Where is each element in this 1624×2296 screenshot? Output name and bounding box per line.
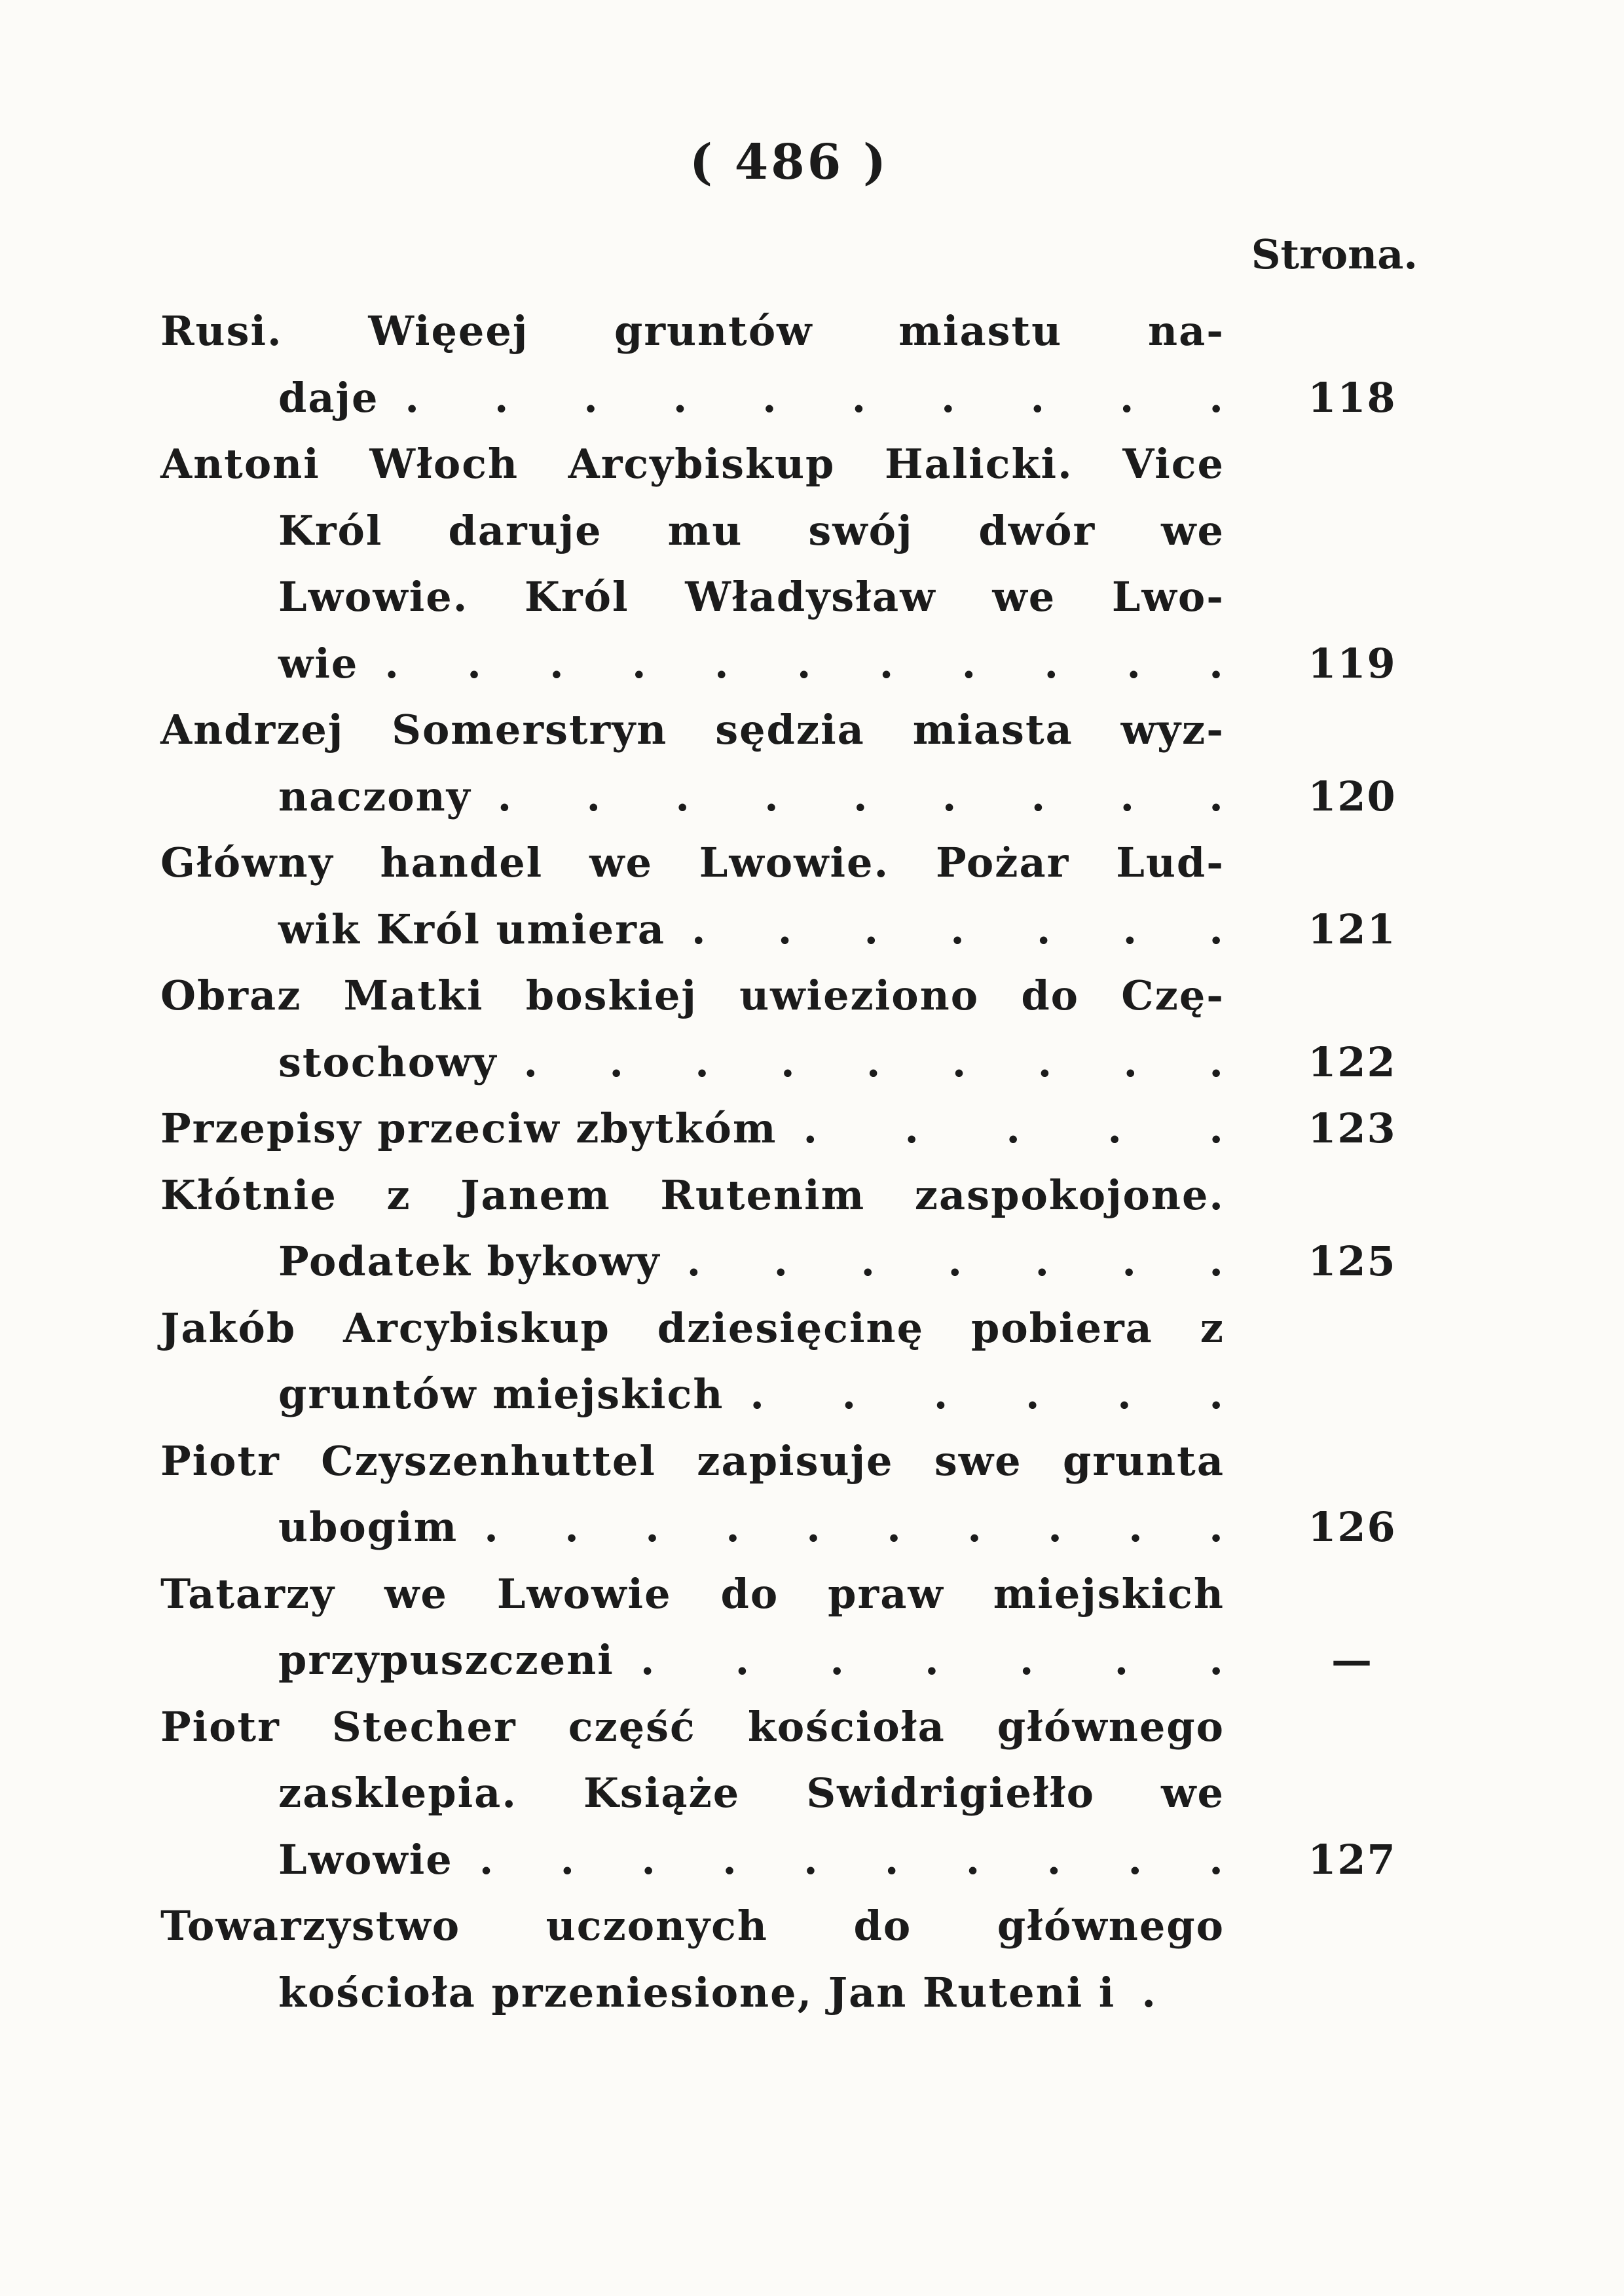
leader-dots: . . . . . .: [750, 1370, 1225, 1418]
leader-dots: . . . . . . . . .: [497, 773, 1225, 820]
entry-line: [278, 763, 1225, 830]
entry-line: [278, 1029, 1225, 1096]
leader-dots: . . . . . . . . . .: [405, 374, 1225, 422]
entry-line: [278, 1827, 1225, 1893]
entry-line: [278, 630, 1225, 697]
entry-line: [278, 498, 1225, 564]
entry-line: [160, 697, 1225, 763]
entry-line: [160, 1694, 1225, 1760]
entry-line: [278, 896, 1225, 963]
entry-text: przypuszczeni: [278, 1636, 614, 1684]
entry-line: [278, 1228, 1225, 1295]
page-reference: 119: [1308, 640, 1397, 687]
entry-text: wik Król umiera: [278, 905, 666, 953]
page-reference: 125: [1308, 1237, 1397, 1285]
entry-text: Andrzej Somerstryn sędzia miasta wyz-: [160, 706, 1225, 754]
entry-line: [278, 564, 1225, 630]
entry-text: Towarzystwo uczonych do głównego: [160, 1902, 1225, 1950]
leader-dots: . . . . . . . . . .: [479, 1836, 1225, 1884]
entry-text: Podatek bykowy: [278, 1237, 661, 1285]
entry-line: [278, 1627, 1225, 1694]
entry-text: gruntów miejskich: [278, 1370, 724, 1418]
entry-line: [160, 1428, 1225, 1495]
column-header-strona: Strona.: [1251, 230, 1418, 278]
entry-text: Rusi. Więeej gruntów miastu na-: [160, 307, 1225, 355]
page-reference: 127: [1308, 1836, 1397, 1884]
leader-dots: . . . . . . .: [686, 1237, 1225, 1285]
page-reference: [1270, 1361, 1434, 1428]
leader-dots: . . . . . . . . . . .: [384, 640, 1225, 687]
entry-line: [278, 1361, 1225, 1428]
leader-dots: . . . . . . . . . .: [484, 1503, 1225, 1551]
page-reference: 118: [1308, 374, 1397, 422]
leader-dots: . . . . .: [803, 1104, 1225, 1152]
entry-text: ubogim: [278, 1503, 458, 1551]
entry-line: [160, 1893, 1225, 1959]
entry-line: [160, 1561, 1225, 1628]
leader-dots: . . . . . . .: [640, 1636, 1225, 1684]
entry-line: [278, 365, 1225, 431]
entry-line: [160, 1162, 1225, 1229]
entry-text: Tatarzy we Lwowie do praw miejskich: [160, 1570, 1225, 1618]
entry-line: [278, 1760, 1225, 1827]
leader-dots: . . . . . . .: [692, 905, 1225, 953]
entry-line: [160, 431, 1225, 498]
entry-text: daje: [278, 374, 379, 422]
page-reference: 126: [1308, 1503, 1397, 1551]
entry-line: [278, 1959, 1225, 2026]
entry-text: Główny handel we Lwowie. Pożar Lud-: [160, 839, 1225, 886]
entry-text: Piotr Stecher część kościoła głównego: [160, 1703, 1225, 1751]
entry-text: Obraz Matki boskiej uwieziono do Czę-: [160, 972, 1225, 1019]
page-reference: [1270, 1959, 1434, 2026]
entry-text: Król daruje mu swój dwór we: [278, 507, 1225, 555]
entry-text: Lwowie: [278, 1836, 453, 1884]
leader-dots: .: [1141, 1969, 1157, 2016]
entry-line: [278, 1494, 1225, 1561]
entry-text: kościoła przeniesione, Jan Ruteni i: [278, 1969, 1116, 2016]
entry-text: Kłótnie z Janem Rutenim zaspokojone.: [160, 1171, 1225, 1219]
entry-line: [160, 829, 1225, 896]
page-reference: 122: [1308, 1038, 1397, 1086]
page-reference: —: [1331, 1636, 1373, 1684]
page-reference: 120: [1308, 773, 1397, 820]
entry-line: [160, 298, 1225, 365]
entry-line: [160, 1295, 1225, 1362]
entry-text: Przepisy przeciw zbytkóm: [160, 1104, 777, 1152]
entry-text: naczony: [278, 773, 471, 820]
entry-text: Antoni Włoch Arcybiskup Halicki. Vice: [160, 440, 1225, 488]
entry-text: Lwowie. Król Władysław we Lwo-: [278, 573, 1225, 621]
entry-text: stochowy: [278, 1038, 498, 1086]
entry-line: [160, 1095, 1225, 1162]
entry-text: Piotr Czyszenhuttel zapisuje swe grunta: [160, 1437, 1225, 1485]
page-number: ( 486 ): [689, 134, 889, 191]
leader-dots: . . . . . . . . .: [523, 1038, 1225, 1086]
entry-text: zasklepia. Książe Swidrigiełło we: [278, 1769, 1225, 1817]
entry-line: [160, 962, 1225, 1029]
page-reference: 123: [1308, 1104, 1397, 1152]
page-reference: 121: [1308, 905, 1397, 953]
entry-text: wie: [278, 640, 359, 687]
entry-text: Jakób Arcybiskup dziesięcinę pobiera z: [160, 1304, 1225, 1352]
